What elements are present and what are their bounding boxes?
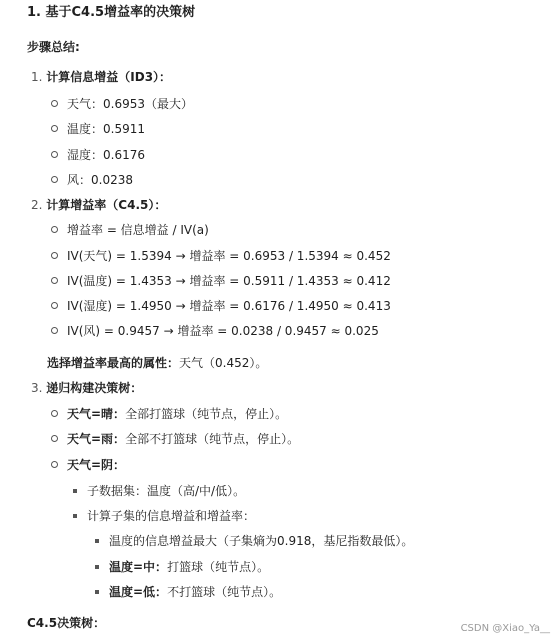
list-item: 增益率 = 信息增益 / IV(a) bbox=[51, 222, 209, 238]
circle-bullet-icon bbox=[51, 461, 58, 468]
sub-list-item: 计算子集的信息增益和增益率： bbox=[73, 508, 255, 524]
square-bullet-icon bbox=[95, 539, 99, 543]
watermark: CSDN @Xiao_Ya__ bbox=[460, 623, 550, 634]
step-2 bbox=[31, 197, 166, 213]
selected-attribute: 选择增益率最高的属性：天气（0.452）。 bbox=[47, 356, 268, 370]
square-bullet-icon bbox=[73, 489, 77, 493]
sub-sub-list-item: 温度的信息增益最大（子集熵为0.918，基尼指数最低）。 bbox=[95, 533, 413, 549]
square-bullet-icon bbox=[73, 514, 77, 518]
list-item: 天气：0.6953（最大） bbox=[51, 96, 193, 112]
step-number: 3. bbox=[31, 381, 43, 395]
list-item: 湿度：0.6176 bbox=[51, 147, 145, 163]
step-number: 1. bbox=[31, 70, 43, 84]
circle-bullet-icon bbox=[51, 302, 58, 309]
circle-bullet-icon bbox=[51, 100, 58, 107]
list-item: 风：0.0238 bbox=[51, 172, 133, 188]
circle-bullet-icon bbox=[51, 226, 58, 233]
step-1 bbox=[31, 69, 171, 85]
list-item: IV(湿度) = 1.4950 → 增益率 = 0.6176 / 1.4950 ≈ 0.413 bbox=[51, 298, 391, 314]
circle-bullet-icon bbox=[51, 277, 58, 284]
circle-bullet-icon bbox=[51, 410, 58, 417]
section-title: 1. 基于C4.5增益率的决策树 bbox=[27, 5, 196, 20]
step-number: 2. bbox=[31, 198, 43, 212]
list-item: 天气=阴： bbox=[51, 457, 125, 473]
step-3 bbox=[31, 380, 142, 396]
list-item: IV(天气) = 1.5394 → 增益率 = 0.6953 / 1.5394 ≈ 0.452 bbox=[51, 248, 391, 264]
list-item: 天气=雨：全部不打篮球（纯节点，停止）。 bbox=[51, 431, 299, 447]
circle-bullet-icon bbox=[51, 327, 58, 334]
summary-heading: 步骤总结: bbox=[27, 40, 80, 54]
tree-heading: C4.5决策树： bbox=[27, 616, 106, 630]
sub-sub-list-item: 温度=低：不打篮球（纯节点）。 bbox=[95, 584, 281, 600]
circle-bullet-icon bbox=[51, 252, 58, 259]
step-label: 递归构建决策树： bbox=[46, 381, 143, 395]
list-item: IV(温度) = 1.4353 → 增益率 = 0.5911 / 1.4353 ≈ 0.412 bbox=[51, 273, 391, 289]
square-bullet-icon bbox=[95, 590, 99, 594]
sub-sub-list-item: 温度=中：打篮球（纯节点）。 bbox=[95, 559, 269, 575]
step-label: 计算增益率（C4.5）： bbox=[46, 198, 167, 212]
circle-bullet-icon bbox=[51, 176, 58, 183]
circle-bullet-icon bbox=[51, 151, 58, 158]
list-item: IV(风) = 0.9457 → 增益率 = 0.0238 / 0.9457 ≈ 0.025 bbox=[51, 323, 379, 339]
list-item: 天气=晴：全部打篮球（纯节点，停止）。 bbox=[51, 406, 287, 422]
circle-bullet-icon bbox=[51, 435, 58, 442]
circle-bullet-icon bbox=[51, 125, 58, 132]
square-bullet-icon bbox=[95, 565, 99, 569]
step-label: 计算信息增益（ID3）： bbox=[46, 70, 172, 84]
list-item: 温度：0.5911 bbox=[51, 121, 145, 137]
sub-list-item: 子数据集：温度（高/中/低）。 bbox=[73, 483, 245, 499]
